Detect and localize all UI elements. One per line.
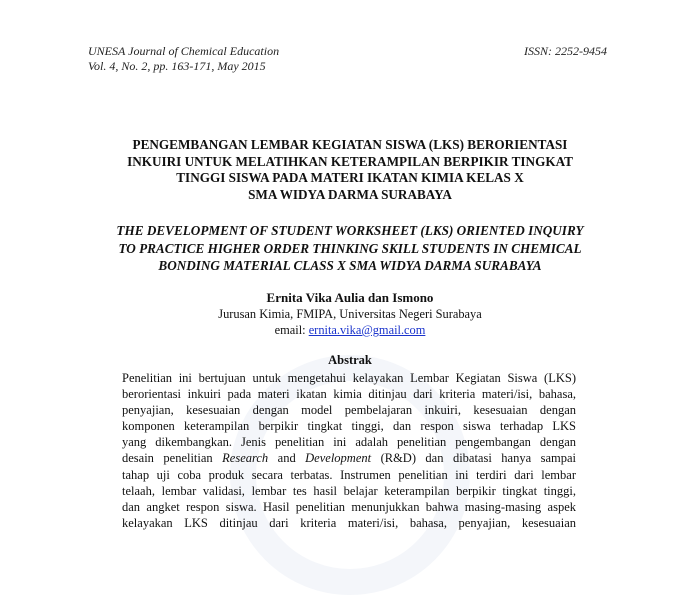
title-id-line: PENGEMBANGAN LEMBAR KEGIATAN SISWA (LKS) BERORIENTASI bbox=[132, 137, 568, 152]
title-indonesian bbox=[60, 137, 640, 203]
abstract-line: penyajian, kesesuaian dengan model pembelajaran inkuiri, kesesuaian dengan bbox=[122, 403, 576, 418]
abstract-line: yang dikembangkan. Jenis penelitian ini adalah penelitian pengembangan dengan bbox=[122, 435, 576, 450]
abstract-line bbox=[122, 450, 576, 466]
title-en-line: TO PRACTICE HIGHER ORDER THINKING SKILL STUDENTS IN CHEMICAL bbox=[118, 240, 582, 256]
abstract-line: telaah, lembar validasi, lembar tes hasil belajar keterampilan berpikir tingkat tinggi, bbox=[122, 483, 576, 498]
authors: Ernita Vika Aulia dan Ismono bbox=[266, 290, 434, 305]
abstract-line: dan angket respon siswa. Hasil penelitian menunjukkan bahwa masing-masing aspek bbox=[122, 499, 576, 514]
title-en-line: BONDING MATERIAL CLASS X SMA WIDYA DARMA SURABAYA bbox=[158, 258, 542, 273]
title-id-line: INKUIRI UNTUK MELATIHKAN KETERAMPILAN BERPIKIR TINGKAT bbox=[127, 153, 573, 169]
abstract-term-development: Development bbox=[305, 451, 372, 466]
abstract-text: and bbox=[268, 451, 306, 466]
abstract-text: desain penelitian bbox=[122, 451, 223, 466]
author-info bbox=[0, 306, 700, 338]
title-english bbox=[60, 222, 640, 275]
abstract-line: kelayakan LKS ditinjau dari kriteria materi/isi, bahasa, penyajian, kesesuaian bbox=[122, 515, 576, 530]
affiliation: Jurusan Kimia, FMIPA, Universitas Negeri Surabaya bbox=[218, 307, 482, 321]
email-link[interactable]: ernita.vika@gmail.com bbox=[308, 323, 426, 337]
title-id-line: TINGGI SISWA PADA MATERI IKATAN KIMIA KELAS X bbox=[176, 170, 524, 185]
title-en-line: THE DEVELOPMENT OF STUDENT WORKSHEET (LKS) ORIENTED INQUIRY bbox=[116, 223, 584, 238]
abstract-term-research: Research bbox=[222, 451, 269, 466]
abstract-line: tahap uji coba produk secara terbatas. Instrumen penelitian ini terdiri dari lembar bbox=[122, 467, 576, 482]
abstract-heading: Abstrak bbox=[328, 353, 372, 367]
journal-header bbox=[88, 44, 279, 74]
journal-volume: Vol. 4, No. 2, pp. 163-171, May 2015 bbox=[88, 59, 266, 73]
email-line bbox=[0, 322, 700, 338]
abstract-line: Penelitian ini bertujuan untuk mengetahui kelayakan Lembar Kegiatan Siswa (LKS) bbox=[122, 371, 576, 385]
abstract-body bbox=[122, 370, 576, 531]
title-id-line: SMA WIDYA DARMA SURABAYA bbox=[248, 186, 452, 202]
abstract-line: komponen keterampilan berpikir tingkat tinggi, dan respon siswa terhadap LKS bbox=[122, 419, 576, 434]
abstract-text: (R&D) dan dibatasi hanya sampai bbox=[371, 451, 576, 466]
journal-name: UNESA Journal of Chemical Education bbox=[88, 44, 280, 58]
email-label: email: bbox=[274, 323, 306, 337]
issn: ISSN: 2252-9454 bbox=[524, 44, 607, 58]
abstract-line: berorientasi inkuiri pada materi ikatan kimia ditinjau dari kriteria materi/isi, bahasa, bbox=[122, 387, 576, 402]
